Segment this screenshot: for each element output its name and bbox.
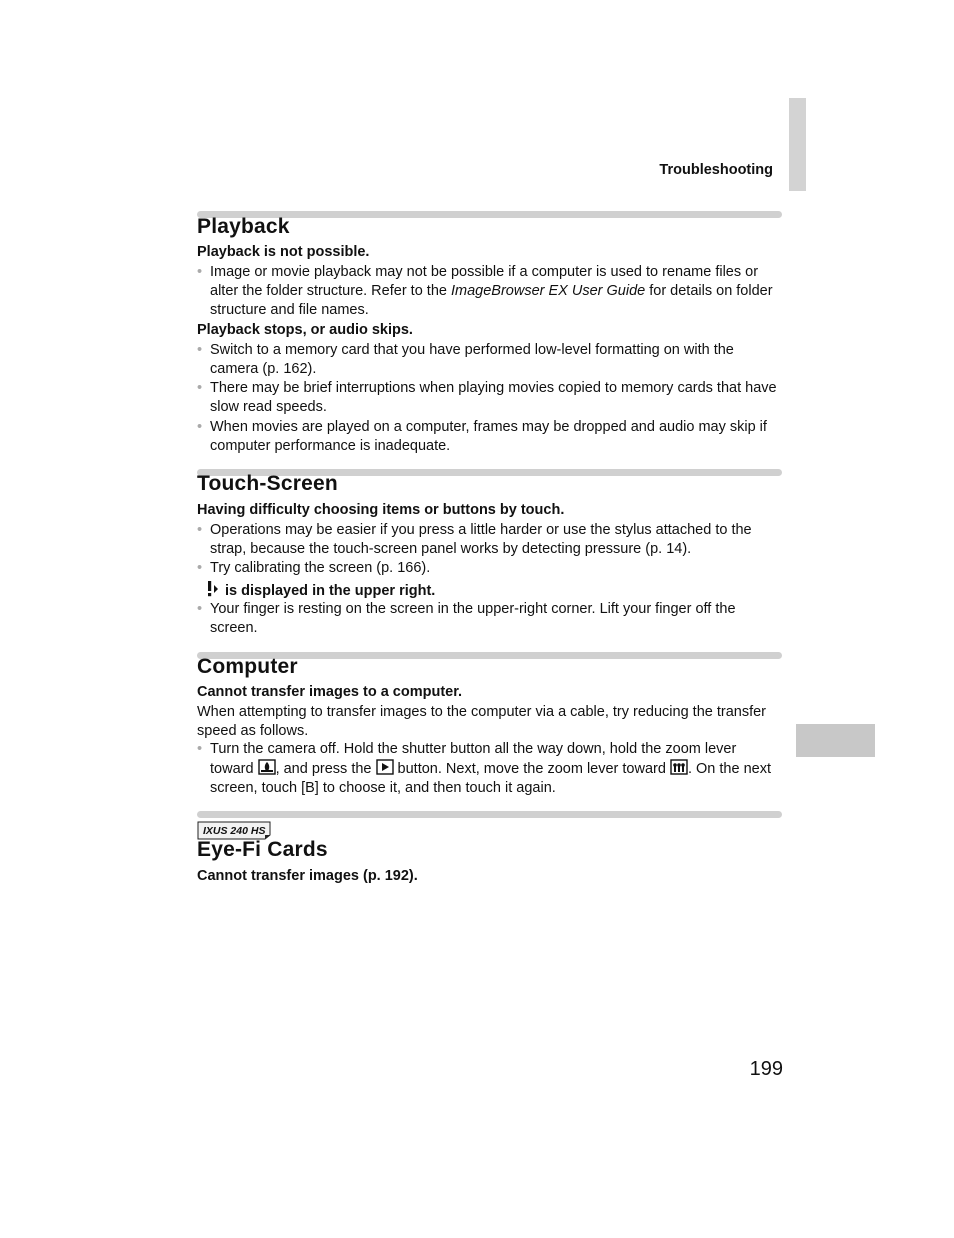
list-item: • Image or movie playback may not be possible if a computer is used to rename files or alter the folder structure. Refer to the ImageBrowser EX User Guide for details on folder structure and file names. xyxy=(197,264,773,318)
paragraph: When attempting to transfer images to the computer via a cable, try reducing the transfer speed as follows. xyxy=(197,704,767,739)
list-item: • Switch to a memory card that you have performed low-level formatting on with the camera (p. 162). xyxy=(197,342,734,377)
running-head: Troubleshooting xyxy=(659,162,773,178)
list-item: • Your finger is resting on the screen in the upper-right corner. Lift your finger off the screen. xyxy=(197,601,736,636)
question-heading: Playback is not possible. xyxy=(197,244,370,260)
bullet-icon: • xyxy=(197,264,203,280)
bullet-icon: • xyxy=(197,560,203,576)
chapter-marker-bar xyxy=(789,98,806,191)
question-heading: Cannot transfer images to a computer. xyxy=(197,684,463,700)
section-rule xyxy=(197,811,782,818)
question-heading: Cannot transfer images (p. 192). xyxy=(197,868,418,884)
playback-button-icon xyxy=(376,759,394,775)
touch-warning-icon xyxy=(206,581,221,597)
bullet-icon: • xyxy=(197,522,203,538)
list-item: • Operations may be easier if you press a little harder or use the stylus attached to the strap, because the touch-screen panel works by detecting pressure (p. 14). xyxy=(197,522,752,557)
zoom-tele-icon xyxy=(670,759,688,775)
question-heading: Playback stops, or audio skips. xyxy=(197,322,413,338)
section-title-eye-fi: Eye-Fi Cards xyxy=(197,838,328,861)
chapter-tab xyxy=(796,724,875,757)
list-item: • There may be brief interruptions when playing movies copied to memory cards that have slow read speeds. xyxy=(197,380,777,415)
bullet-icon: • xyxy=(197,741,203,757)
list-item: • Turn the camera off. Hold the shutter button all the way down, hold the zoom lever toward , and press the button. Next, move the zoom lever toward . On the next screen, touch [B] to choose it, and then touch it again. xyxy=(197,741,771,796)
section-title-playback: Playback xyxy=(197,215,290,238)
bullet-icon: • xyxy=(197,342,203,358)
bullet-icon: • xyxy=(197,380,203,396)
page-number: 199 xyxy=(749,1058,783,1080)
list-item: • Try calibrating the screen (p. 166). xyxy=(197,560,431,576)
section-title-touch-screen: Touch-Screen xyxy=(197,472,338,495)
question-heading: is displayed in the upper right. xyxy=(206,581,435,599)
list-item: • When movies are played on a computer, frames may be dropped and audio may skip if computer performance is inadequate. xyxy=(197,419,767,454)
section-title-computer: Computer xyxy=(197,655,298,678)
bullet-icon: • xyxy=(197,419,203,435)
zoom-wide-icon xyxy=(258,759,276,775)
svg-text:IXUS 240 HS: IXUS 240 HS xyxy=(203,825,266,837)
bullet-icon: • xyxy=(197,601,203,617)
question-heading: Having difficulty choosing items or buttons by touch. xyxy=(197,502,565,518)
